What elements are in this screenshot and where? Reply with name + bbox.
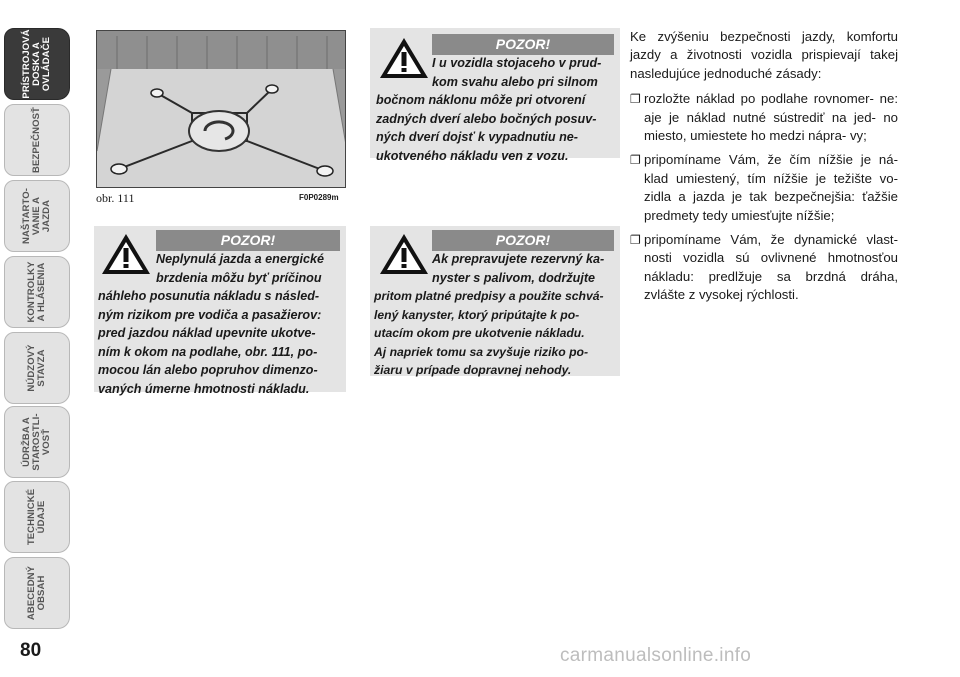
warning-line: lený kanyster, ktorý pripútajte k po- — [374, 307, 580, 322]
warning-line: mocou lán alebo popruhov dimenzo- — [98, 363, 318, 377]
cargo-floor-figure — [96, 30, 346, 188]
figure-caption: obr. 111 — [96, 191, 135, 205]
warning-box-tilt — [370, 28, 620, 163]
warning-title: POZOR! — [432, 34, 614, 55]
warning-text — [376, 91, 614, 165]
warning-triangle-icon — [378, 232, 430, 276]
warning-line: ných dverí dojsť k vypadnutiu ne- — [376, 130, 578, 144]
guideline-list — [630, 90, 898, 304]
load-distribution-guidelines — [630, 28, 898, 311]
warning-text — [98, 287, 342, 398]
warning-line: ným rizikom pre vodiča a pasažierov: — [98, 307, 322, 322]
tab-nudzovy-stav[interactable] — [4, 332, 70, 404]
tab-label: TECHNICKÉ ÚDAJE — [26, 488, 47, 546]
warning-line: ním k okom na podlahe, obr. 111, po- — [98, 344, 318, 359]
warning-line: vaných úmerne hmotnosti nákladu. — [98, 381, 310, 396]
tab-label: KONTROLKY A HLÁSENIA — [26, 261, 47, 323]
warning-line: Ak prepravujete rezervný ka- — [432, 252, 605, 266]
tab-udrzba[interactable] — [4, 406, 70, 478]
warning-line: utacím okom pre ukotvenie nákladu. — [374, 326, 585, 340]
tab-label: NÚDZOVÝ STAVZA — [26, 344, 47, 392]
checkbox-bullet-icon: ❐ — [630, 92, 641, 107]
warning-line: nyster s palivom, dodržujte — [432, 270, 596, 285]
tab-label: PRÍSTROJOVÁ DOSKA A OVLÁDAČE — [21, 29, 52, 99]
tab-kontrolky[interactable] — [4, 256, 70, 328]
checkbox-bullet-icon: ❐ — [630, 233, 641, 248]
warning-text — [374, 287, 616, 380]
list-item — [630, 151, 898, 225]
tab-pristrojova-doska[interactable] — [4, 28, 70, 100]
tab-technicke-udaje[interactable] — [4, 481, 70, 553]
warning-line: Aj napriek tomu sa zvyšuje riziko po- — [374, 344, 589, 359]
watermark: carmanualsonline.info — [560, 645, 752, 666]
intro-paragraph: Ke zvýšeniu bezpečnosti jazdy, komfortu jazdy a životnosti vozidla prispievají takej nasledujúce jednoduché zásady: — [630, 29, 898, 81]
tab-label: BEZPEČNOSŤ — [31, 107, 42, 173]
chapter-tab-bar — [0, 0, 78, 640]
figure-code: F0P0289m — [299, 193, 339, 202]
warning-text-indented — [432, 250, 614, 287]
tab-nastartovanie[interactable] — [4, 180, 70, 252]
tab-bezpecnost[interactable] — [4, 104, 70, 176]
warning-line: pred jazdou náklad upevnite ukotve- — [98, 326, 316, 340]
tab-abecedny-obsah[interactable] — [4, 557, 70, 629]
warning-title: POZOR! — [432, 230, 614, 251]
warning-line: Neplynulá jazda a energické — [156, 252, 324, 266]
warning-triangle-icon — [378, 36, 430, 80]
checkbox-bullet-icon: ❐ — [630, 153, 641, 168]
warning-line: kom svahu alebo pri silnom — [432, 74, 598, 89]
warning-text-indented — [432, 54, 614, 91]
warning-text-indented — [156, 250, 340, 287]
warning-box-fuel-canister — [370, 226, 620, 376]
warning-line: brzdenia môžu byť príčinou — [156, 270, 322, 285]
warning-line: bočnom náklonu môže pri otvorení — [376, 93, 586, 107]
warning-line: náhleho posunutia nákladu s násled- — [98, 289, 320, 303]
tab-label: ABECEDNÝ OBSAH — [26, 565, 47, 621]
warning-line: pritom platné predpisy a použite schvá- — [374, 289, 604, 303]
warning-line: zadných dverí alebo bočných posuv- — [376, 111, 597, 126]
list-item — [630, 231, 898, 305]
warning-line: ukotveného nákladu ven z vozu. — [376, 148, 569, 163]
page-number: 80 — [20, 640, 42, 661]
warning-box-sudden-braking — [94, 226, 346, 396]
warning-triangle-icon — [100, 232, 152, 276]
list-item-text: rozložte náklad po podlahe rovnomer- ne: aje je náklad nutné sústrediť na jed- no miesto, umiestete ho medzi nápra- vy; — [644, 91, 898, 144]
list-item-text: pripomíname Vám, že čím nížšie je ná- klad umiestený, tím nížšie je težište vo- zidla a jazda je tak bezpečnejšia: ťažšie predmety tedy umiesťujte nížšie; — [644, 152, 898, 223]
warning-title: POZOR! — [156, 230, 340, 251]
warning-line: žiaru v prípade dopravnej nehody. — [374, 363, 572, 377]
list-item-text: pripomíname Vám, že dynamické vlast- nosti vozidla sú ovlivnené hmotnosťou nákladu: predlžuje sa brzdná dráha, zvlášte z vysokej rýchlosti. — [644, 232, 898, 303]
warning-line: I u vozidla stojaceho v prud- — [432, 56, 602, 70]
tab-label: ÚDRŽBA A STAROSTLI- VOSŤ — [21, 413, 52, 471]
cargo-floor-illustration — [97, 31, 346, 188]
tab-label: NAŠTARTO- VANIE A JAZDA — [21, 188, 52, 244]
list-item — [630, 90, 898, 145]
